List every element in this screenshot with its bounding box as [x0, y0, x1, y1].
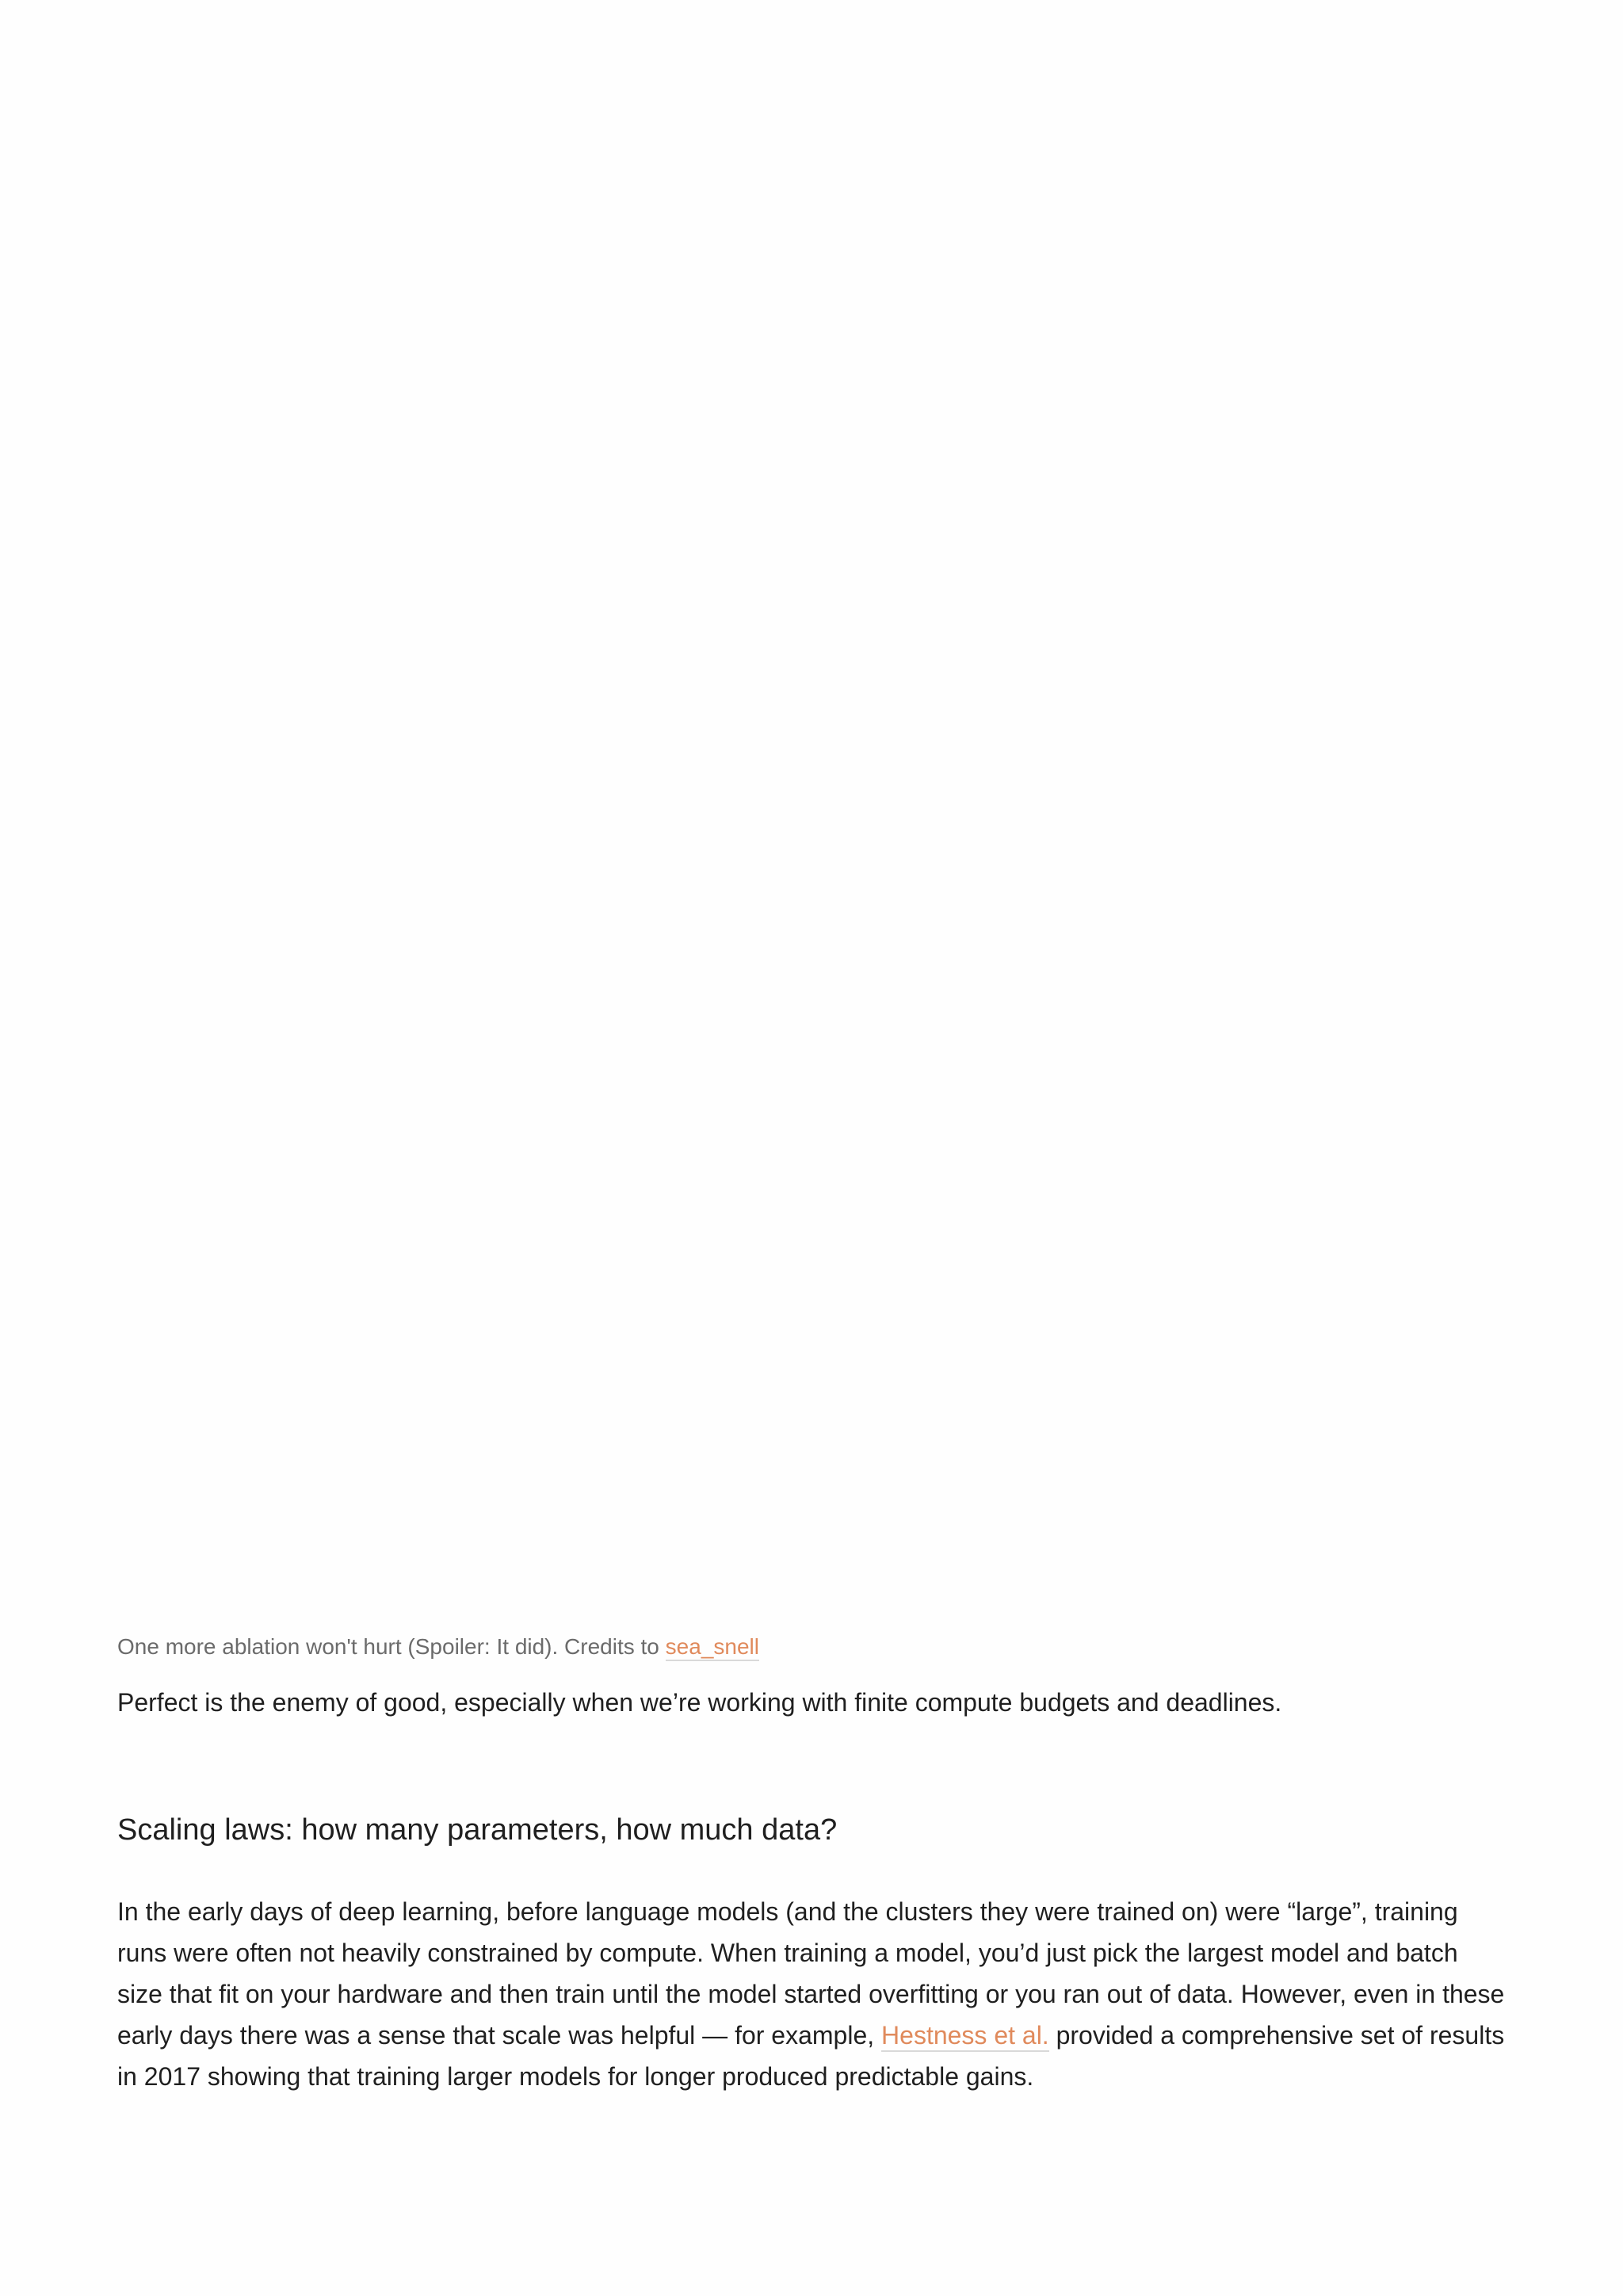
paragraph-text-after-link: provided a comprehensive set of results in 2017 showing that training larger models for longer produced predictable gains.: [117, 2021, 1505, 2091]
sea-snell-link[interactable]: sea_snell: [666, 1634, 759, 1661]
paragraph-text-before-link: In the early days of deep learning, before language models (and the clusters they were trained on) were “large”, training runs were often not heavily constrained by compute. When training a model, you’d just pick the largest model and batch size that fit on your hardware and then train until the model started overfitting or you ran out of data. However, even in these early days there was a sense that scale was helpful — for example,: [117, 1897, 1505, 2050]
paragraph-early-days: [117, 1891, 1506, 2097]
figure-image-area: [117, 0, 1506, 1593]
section-heading-scaling-laws: Scaling laws: how many parameters, how much data?: [117, 1813, 838, 1847]
paragraph-perfect-enemy: Perfect is the enemy of good, especially when we’re working with finite compute budgets and deadlines.: [117, 1688, 1282, 1717]
caption-text: One more ablation won't hurt (Spoiler: It did). Credits to: [117, 1634, 666, 1659]
hestness-et-al-link[interactable]: Hestness et al.: [881, 2021, 1049, 2052]
figure-caption: [117, 1631, 759, 1663]
